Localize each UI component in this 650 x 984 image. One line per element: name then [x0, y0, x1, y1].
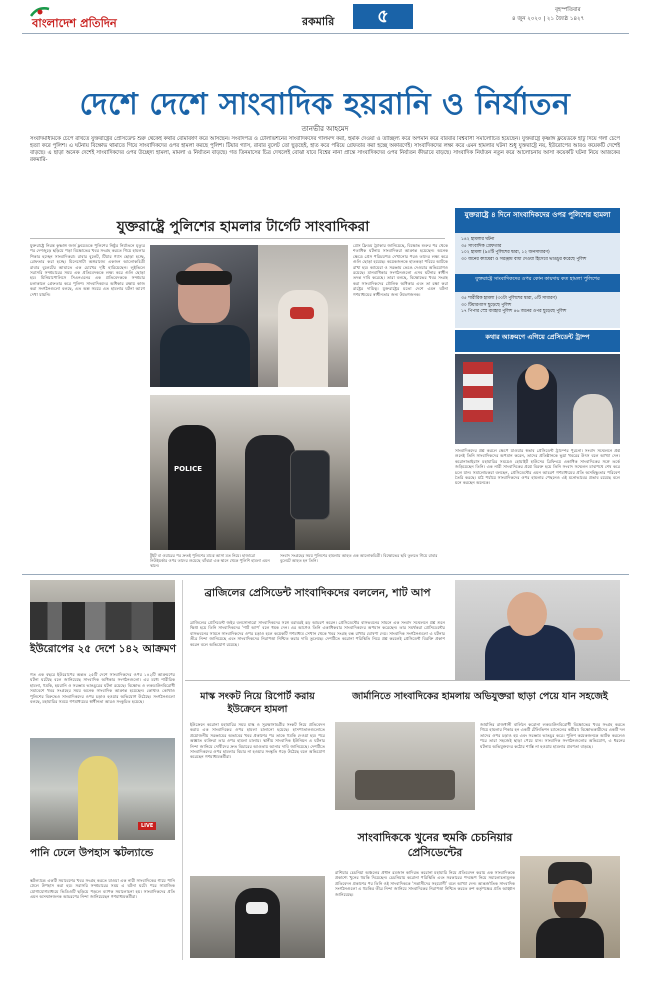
photo-ukraine-masked	[190, 876, 325, 958]
stats-sidebar	[455, 208, 620, 328]
mask-shape	[290, 307, 314, 319]
stat-item: ১৪২ হামলার ঘটনা	[461, 237, 495, 242]
europe-headline: ইউরোপের ২৫ দেশে ১৪২ আক্রমণ	[30, 643, 176, 655]
photo-police-line	[150, 395, 350, 550]
section-rule-2	[185, 680, 630, 681]
sidebar-subtitle: যুক্তরাষ্ট্রে সাংবাদিকদের ওপর কোন কায়দায় কত হামলা পুলিশের	[455, 274, 620, 292]
trump-box	[455, 330, 620, 570]
us-story-headline: যুক্তরাষ্ট্রে পুলিশের হামলার টার্গেট সাংবাদিকরা	[116, 219, 370, 235]
brazil-text: ব্রাজিলের প্রেসিডেন্ট জইর বলসোনারো সাংবাদিকদের সঙ্গে বরাবরই রূঢ় আচরণ করেন। প্রেসিডেন্টের বাসভবনের সামনে এক সংবাদ সম্মেলনে প্রশ্ন শুনে ক্ষিপ্ত হয়ে তিনি সাংবাদিকদের ‘শাট আপ’ বলে ধমক দেন। এর আগেও তিনি একাধিকবার সাংবাদিকদের অপমান করেছেন। তার সমর্থকরা প্রেসিডেন্টের বাসভবনের সামনে সাংবাদিকদের ওপর চড়াও হলে কয়েকটি গণমাধ্যম সেখান থেকে খবর সংগ্রহ বন্ধ রাখার ঘোষণা দেয়। সাংবাদিক সংগঠনগুলো এ ঘটনার তীব্র নিন্দা জানিয়েছে এবং সাংবাদিকদের নিরাপত্তা নিশ্চিত করার দাবি তুলেছে। দেশটিতে করোনা পরিস্থিতি নিয়ে প্রশ্ন করলেই প্রেসিডেন্ট বিরক্তি প্রকাশ করেন বলে অভিযোগ রয়েছে।	[190, 620, 445, 647]
us-headline-rule	[30, 238, 445, 239]
officer-shape-2	[245, 435, 295, 550]
sidebar-list-2	[461, 296, 616, 316]
goggles-shape	[176, 271, 232, 285]
sidebar-list	[461, 237, 616, 263]
brazil-headline: ব্রাজিলের প্রেসিডেন্ট সাংবাদিকদের বললেন, শাট আপ	[204, 587, 431, 599]
masthead	[0, 0, 650, 40]
pointing-hand	[573, 628, 603, 640]
masthead-rule	[22, 33, 629, 34]
reporter-woman-shape	[78, 756, 118, 840]
stat-item: ৩০ জনের ক্যামেরা ও সরঞ্জাম বাধা দেওয়া হিসেবে ভাঙচুর করেছে পুলিশ	[461, 256, 587, 262]
sidebar-title: যুক্তরাষ্ট্রে ৪ দিনে সাংবাদিকদের ওপর পুলিশের হামলা	[455, 208, 620, 233]
bolsonaro-face	[507, 592, 547, 636]
face-shape	[525, 364, 549, 390]
trump-headline: কথার আক্রমণে এগিয়ে প্রেসিডেন্ট ট্রাম্প	[485, 333, 590, 341]
logo	[30, 6, 150, 28]
ukraine-text: ইউক্রেনে করোনা মহামারির সময় মাস্ক ও সুরক্ষাসামগ্রীর সংকট নিয়ে প্রতিবেদন করায় এক সাংবাদিকের ওপর হামলা চালানো হয়েছে। হাসপাতালগুলোতে প্রয়োজনীয় সরঞ্জামের অভাবের খবর প্রকাশের পর তাকে হুমকি দেওয়া হয়। পরে অজ্ঞাত ব্যক্তিরা তার ওপর হামলা চালায়। স্থানীয় সাংবাদিক ইউনিয়ন এ ঘটনার নিন্দা জানিয়ে দোষীদের দ্রুত বিচারের আওতায় আনার দাবি জানিয়েছে। দেশটিতে সাংবাদিকদের ওপর হামলার বিচার না হওয়ার সংস্কৃতি গড়ে উঠেছে বলে অভিযোগ করেছেন গণমাধ্যমকর্মীরা।	[190, 722, 325, 760]
stat-item: ১০২ হামলা (৯০টি পুলিশের দ্বারা, ১২ জনসাধারণ)	[461, 250, 550, 256]
edition-date: ৪ জুন ২০২০ | ২১ জ্যৈষ্ঠ ১৪২৭	[512, 16, 585, 22]
ukraine-headline: মাস্ক সংকট নিয়ে রিপোর্ট করায় ইউক্রেনে হামলা	[200, 691, 315, 715]
mask-shape-2	[246, 902, 268, 914]
page-number: ৫	[377, 6, 389, 27]
us-story-col1: যুক্তরাষ্ট্রে নিরস্ত্র কৃষ্ণাঙ্গ জর্জ ফ্লয়েডকে পুলিশের নিষ্ঠুর নির্যাতনে মৃত্যুর পর দেশজুড়ে ছড়িয়ে পড়া বিক্ষোভের খবর সংগ্রহ করতে গিয়ে হামলার শিকার হচ্ছেন সাংবাদিকরা। রাবার বুলেট, টিয়ার গ্যাস ছোড়া হচ্ছে, গ্রেফতার করা হচ্ছে। মিনেসোটা অঙ্গরাজ্যে একজন আলোকচিত্রী রাবার বুলেটের আঘাতে এক চোখের দৃষ্টি হারিয়েছেন। লুইভিলে সরাসরি সম্প্রচারের সময় এক প্রতিবেদককে লক্ষ্য করে গুলি ছোড়া হয়। মিনিয়াপোলিসে সিএনএনের এক প্রতিবেদককে সম্প্রচার চলাকালে গ্রেফতার করে পুলিশ। সাংবাদিকদের অধিকার রক্ষায় কাজ করা সংগঠনগুলো বলছে, এত অল্প সময়ে এত হামলার ঘটনা আগে দেখা যায়নি।	[30, 243, 145, 297]
us-photo-caption-2: সংবাদ সংগ্রহের সময় পুলিশের হামলায় আহত এক আলোকচিত্রী। বিক্ষোভের ছবি তুলতে গিয়ে রাবার বুলেটে আহত হন তিনি।	[280, 553, 438, 563]
page-number-badge	[353, 4, 413, 29]
stat-item: ৩০ টিয়ারগ্যাস ছুড়েছে পুলিশ	[461, 302, 512, 308]
photo-reporters-crowd	[30, 580, 175, 640]
lead-headline: দেশে দেশে সাংবাদিক হয়রানি ও নির্যাতন	[79, 87, 571, 122]
logo-text: বাংলাদেশ প্রতিদিন	[32, 16, 117, 30]
stat-item: ৩৫ সাংবাদিক গ্রেফতার	[461, 243, 502, 249]
photo-europe-camera	[30, 738, 175, 840]
photo-injured-photographer	[150, 245, 258, 387]
crowd-shape	[30, 602, 175, 640]
reporter-shape	[573, 394, 613, 444]
germany-text: জার্মানির রাজধানী বার্লিনে করোনা লকডাউনবিরোধী বিক্ষোভের খবর সংগ্রহ করতে গিয়ে হামলার শিকার হন একটি টেলিভিশন চ্যানেলের কর্মীরা। বিক্ষোভকারীদের একটি দল তাদের ওপর চড়াও হয় এবং সরঞ্জাম ভাঙচুর করে। পুলিশ কয়েকজনকে আটক করলেও পরে তারা সহজেই ছাড়া পেয়ে যান। সাংবাদিক সংগঠনগুলোর অভিযোগ, এ ধরনের ঘটনায় অভিযুক্তদের কঠোর শাস্তি না হওয়ায় হামলার প্রবণতা বাড়ছে।	[480, 722, 625, 749]
shield-shape	[290, 450, 330, 520]
protester-shape	[278, 290, 328, 387]
water-text: স্কটল্যান্ডে একটি সমাবেশের খবর সংগ্রহ করতে যাওয়া এক নারী সাংবাদিকের গায়ে পানি ঢেলে উপহাস করা হয়। সরাসরি সম্প্রচারের সময় এ ঘটনা ঘটে। পরে সামাজিক যোগাযোগমাধ্যমে ভিডিওটি ছড়িয়ে পড়লে ব্যাপক সমালোচনা হয়। সাংবাদিকদের প্রতি এমন অসম্মানজনক আচরণের নিন্দা জানিয়েছেন গণমাধ্যমকর্মীরা।	[30, 878, 175, 900]
section-name: রকমারি	[302, 15, 335, 28]
police-label: POLICE	[174, 465, 203, 473]
water-headline: পানি ঢেলে উপহাস স্কটল্যান্ডে	[30, 847, 154, 859]
europe-text: গত এক বছরে ইউরোপের অন্তত ২৫টি দেশে সাংবাদিকদের ওপর ১৪২টি আক্রমণের ঘটনা ঘটেছে বলে জানিয়েছে সাংবাদিক অধিকার সংগঠনগুলো। এর মধ্যে শারীরিক হামলা, হুমকি, হয়রানি ও সরঞ্জাম ভাঙচুরের ঘটনা রয়েছে। বিক্ষোভ ও লকডাউনবিরোধী সমাবেশে খবর সংগ্রহের সময় অনেক সাংবাদিক আক্রান্ত হয়েছেন। কোথাও কোথাও পুলিশের বিরুদ্ধেও সাংবাদিকদের ওপর চড়াও হওয়ার অভিযোগ উঠেছে। সংগঠনগুলো বলছে, মহামারির সময়ে গণমাধ্যমের স্বাধীনতা আরও সংকুচিত হয়েছে।	[30, 672, 175, 705]
chechnya-headline: সাংবাদিককে খুনের হুমকি চেচনিয়ার প্রেসিডেন্টের	[357, 831, 513, 859]
photo-trump	[455, 354, 620, 444]
column-rule	[182, 580, 183, 960]
photo-protest-signs	[258, 245, 348, 387]
us-story-col3: প্রেস ফ্রিডম ট্র্যাকার জানিয়েছে, বিক্ষোভ শুরুর পর থেকে শতাধিক ঘটনায় সাংবাদিকরা আক্রান্ত হয়েছেন। অনেক ক্ষেত্রে প্রেস পরিচয়পত্র দেখানোর পরও তাদের লক্ষ্য করে গুলি ছোড়া হয়েছে। কয়েকজনকে হাতকড়া পরিয়ে আটকে রাখা হয়। ক্যামেরা ও সরঞ্জাম ভেঙে দেওয়ার অভিযোগও রয়েছে। মানবাধিকার সংগঠনগুলো এসব ঘটনার স্বাধীন তদন্ত দাবি করেছে। তারা বলছে, বিক্ষোভের খবর সংগ্রহ করা সাংবাদিকদের মৌলিক অধিকার এবং তা রক্ষা করা রাষ্ট্রের দায়িত্ব। যুক্তরাষ্ট্রের মতো দেশে এমন ঘটনা গণমাধ্যমের স্বাধীনতার জন্য উদ্বেগজনক।	[353, 243, 448, 297]
jacket-shape	[160, 325, 250, 387]
lead-intro: সংবাদমাধ্যমকে চেপে রাখতে যুক্তরাষ্ট্রের প্রেসিডেন্ট শুরু থেকেই কথার বোমাবর্ষণ করে আসছেন। সংবাদপত্র ও টেলিভিশনের সাংবাদিকদের গালমন্দ করা, হুমকি দেওয়া ও তাচ্ছিল্য করে অপমান করে বারবার বিশ্ববাসী সমালোচিত হয়েছেন। যুক্তরাষ্ট্রে কৃষ্ণাঙ্গ ফ্লয়েডকে হাঁটু দিয়ে গলা চেপে হত্যা করে পুলিশ। এ ঘটনায় বিক্ষোভ থামাতে গিয়ে সাংবাদিকদের ওপর হামলা করছে পুলিশ। টিয়ার গ্যাস, রাবার বুলেট তো ছুড়ছেই, হাত করে পরিয়ে গ্রেফতার করা হচ্ছে অকারণেই। সাংবাদিকদের লক্ষ্য করে এমন হামলার ঘটনা শুধু যুক্তরাষ্ট্রে নয়, ইউরোপের আরও কয়েকটি দেশেই বাড়ছে। এ ছাড়া অনেক দেশেই সাংবাদিকদের ওপর উচ্ছেদ্য হামলা, মামলা ও নির্যাতন বাড়ছে। গত তিনমাসের চিত্র দেখলেই বোঝা যাবে বিশ্বের নানা প্রান্তে সাংবাদিকদের ওপর নির্যাতন কীভাবে বাড়ছে। সাংবাদিক নির্যাতন নতুন করে আলোচনায় আসা কয়েকটি ঘটনা নিয়ে আজকের রকমারি-	[30, 136, 620, 163]
kadyrov-coat	[536, 918, 604, 958]
flag-shape	[463, 362, 493, 422]
edition-day: বৃহস্পতিবার	[555, 7, 581, 13]
stat-item: ১৭ পিপার স্প্রে ব্যবহার পুলিশ ৪৬ জনের ওপর ছুড়েছে পুলিশ	[461, 309, 567, 315]
photo-germany-street	[335, 722, 475, 810]
photo-kadyrov	[520, 856, 620, 958]
stat-item: ৩৫ শারীরিক হামলা (৩০টা পুলিশের দ্বারা, ৫টি সাধারণ)	[461, 296, 557, 301]
chechnya-text: রাশিয়ার চেচনিয়া অঞ্চলের প্রধান রমজান কাদিরভ করোনা মহামারি নিয়ে প্রতিবেদন করায় এক সাংবাদিককে প্রকাশ্যে খুনের হুমকি দিয়েছেন। চেচনিয়ায় করোনা পরিস্থিতি এবং সরকারের পদক্ষেপ নিয়ে সমালোচনামূলক প্রতিবেদন প্রকাশের পর তিনি ওই সাংবাদিককে ‘সন্ত্রাসীদের সহযোগী’ বলে আখ্যা দেন। আন্তর্জাতিক সাংবাদিক সংগঠনগুলো এ হুমকির তীব্র নিন্দা জানিয়ে সাংবাদিকের নিরাপত্তা নিশ্চিত করতে রুশ কর্তৃপক্ষের প্রতি আহ্বান জানিয়েছে।	[335, 870, 515, 897]
officer-shape	[168, 425, 216, 550]
trump-text: সাংবাদিকদের প্রশ্ন করলে ক্ষেপে যাওয়ার স্বভাব প্রেসিডেন্ট ট্রাম্পের পুরনো। সংবাদ সম্মেলনে প্রশ্ন শুনেই তিনি সাংবাদিকদের অপমান করেন, তাদের প্রতিষ্ঠানকে ভুয়া খবরের উৎস বলে আখ্যা দেন। করোনাভাইরাস মহামারির সময়েও হোয়াইট হাউসের ব্রিফিংয়ে একাধিক সাংবাদিকের সঙ্গে তর্কে জড়িয়েছেন তিনি। এক নারী সাংবাদিকের প্রশ্নে বিরক্ত হয়ে তিনি সংবাদ সম্মেলন মাঝপথে শেষ করে চলে যান। সমালোচকরা বলছেন, প্রেসিডেন্টের এমন আচরণ গণমাধ্যমের প্রতি অসহিষ্ণুতার পরিবেশ তৈরি করছে। মাঠ পর্যায়ে সাংবাদিকদের ওপর হামলার পেছনেও এই মনোভাবের প্রভাব রয়েছে বলে মনে করছেন অনেকে।	[455, 448, 620, 486]
photo-bolsonaro	[455, 580, 620, 680]
us-photo-caption-1: টুইট বা ওয়ারের পর দ্রুতই পুলিশের মাঝে আসা মত নিয়ে। হাজারো নিউইয়র্কার ওপর তাদের শুয়েছে ঝাঁঝরা এক স্থানে থেকে পুলিশি হামলা এমন স্থানে।	[150, 553, 270, 568]
section-rule-1	[22, 574, 629, 575]
masked-man-shape	[235, 888, 280, 958]
byline: তানভীর আহমেদ	[301, 125, 349, 133]
live-badge: LIVE	[138, 822, 156, 830]
germany-headline: জার্মানিতে সাংবাদিকের হামলায় অভিযুক্তরা ছাড়া পেয়ে যান সহজেই	[352, 691, 608, 702]
debris-shape	[355, 770, 455, 800]
